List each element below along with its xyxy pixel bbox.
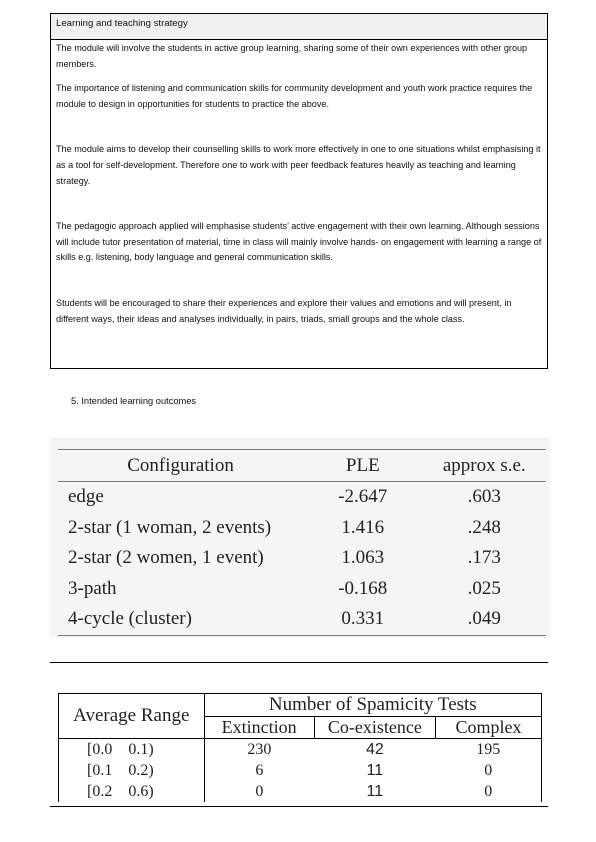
strategy-paragraph: The pedagogic approach applied will emphasise students’ active engagement with their own learning. Although sessions will include tutor presentation of material, time in class will mainly involve hands- on engagement with learning a range of skills e.g. listening, body language and general communication skills.: [56, 221, 542, 263]
strategy-paragraph: Students will be encouraged to share their experiences and explore their values and emotions and will present, in different ways, their ideas and analyses individually, in pairs, triads, small groups and the whole class.: [56, 297, 512, 324]
table-cell: 0: [255, 782, 264, 800]
learning-strategy-box: [50, 13, 548, 369]
table-cell: 1.416: [341, 516, 385, 538]
table-cell: 0.331: [303, 604, 422, 635]
column-header: Co-existence: [314, 717, 435, 739]
table-row: [59, 739, 542, 761]
table-cell: 42: [365, 740, 384, 758]
table-cell: -2.647: [338, 486, 388, 508]
range-cell: [59, 739, 205, 761]
table-cell: .173: [467, 547, 501, 569]
table-row: [59, 781, 542, 802]
table-cell: 195: [436, 739, 542, 761]
table-cell: 2-star (1 woman, 2 events): [68, 516, 272, 538]
table-row: [58, 543, 546, 574]
table-cell: -0.168: [338, 577, 388, 599]
average-range-header: Average Range: [59, 694, 205, 739]
strategy-paragraph: The module will involve the students in active group learning, sharing some of their own experiences with other group members.: [56, 43, 528, 69]
table-row: [58, 513, 546, 544]
table-row: [58, 482, 546, 513]
table-cell: 4-cycle (cluster): [58, 604, 303, 635]
range-start: [0.0: [87, 740, 113, 758]
range-end: 0.6): [128, 782, 154, 800]
group-header: Number of Spamicity Tests: [204, 694, 541, 717]
strategy-paragraph: The module aims to develop their counselling skills to work more effectively in one to one situations whilst emphasising it as a tool for self-development. Therefore one to work with peer feedback features heavily as teaching and learning strategy.: [56, 144, 541, 186]
column-header: PLE: [303, 450, 422, 482]
horizontal-rule: [50, 806, 548, 807]
table-cell: edge: [68, 486, 104, 508]
horizontal-rule: [50, 662, 548, 663]
range-end: 0.1): [128, 740, 154, 758]
table-row: [59, 760, 542, 781]
table-cell: .025: [467, 577, 501, 599]
table-row: [58, 604, 546, 635]
range-cell: [59, 760, 205, 781]
column-header: Configuration: [58, 450, 303, 482]
outcomes-heading: 5. Intended learning outcomes: [71, 396, 197, 406]
table-cell: 2-star (2 women, 1 event): [68, 547, 264, 569]
table-cell: 3-path: [68, 577, 117, 599]
table-cell: 0: [436, 781, 542, 802]
strategy-header: Learning and teaching strategy: [51, 14, 547, 40]
range-end: 0.2): [128, 761, 154, 779]
column-header: approx s.e.: [423, 450, 546, 482]
table-header-row: [58, 450, 546, 482]
table-cell: .248: [467, 516, 501, 538]
table-header-row: [59, 694, 542, 717]
table-cell: 11: [366, 761, 384, 779]
range-cell: [59, 781, 205, 802]
range-start: [0.1: [87, 761, 113, 779]
column-header: Extinction: [204, 717, 314, 739]
table-cell: 11: [366, 782, 384, 800]
column-header: Complex: [436, 717, 542, 739]
range-start: [0.2: [87, 782, 113, 800]
table-cell: 6: [255, 761, 264, 779]
strategy-body: [51, 40, 547, 327]
table-cell: .603: [467, 486, 501, 508]
table-cell: 0: [436, 760, 542, 781]
spamicity-table: [58, 693, 542, 802]
strategy-paragraph: The importance of listening and communication skills for community development and youth work practice requires the module to design in opportunities for students to practice the above.: [56, 83, 533, 109]
configuration-table: [58, 449, 546, 636]
table-cell: 230: [247, 740, 272, 758]
table-cell: 1.063: [341, 547, 385, 569]
table-cell: .049: [423, 604, 546, 635]
table-row: [58, 574, 546, 605]
